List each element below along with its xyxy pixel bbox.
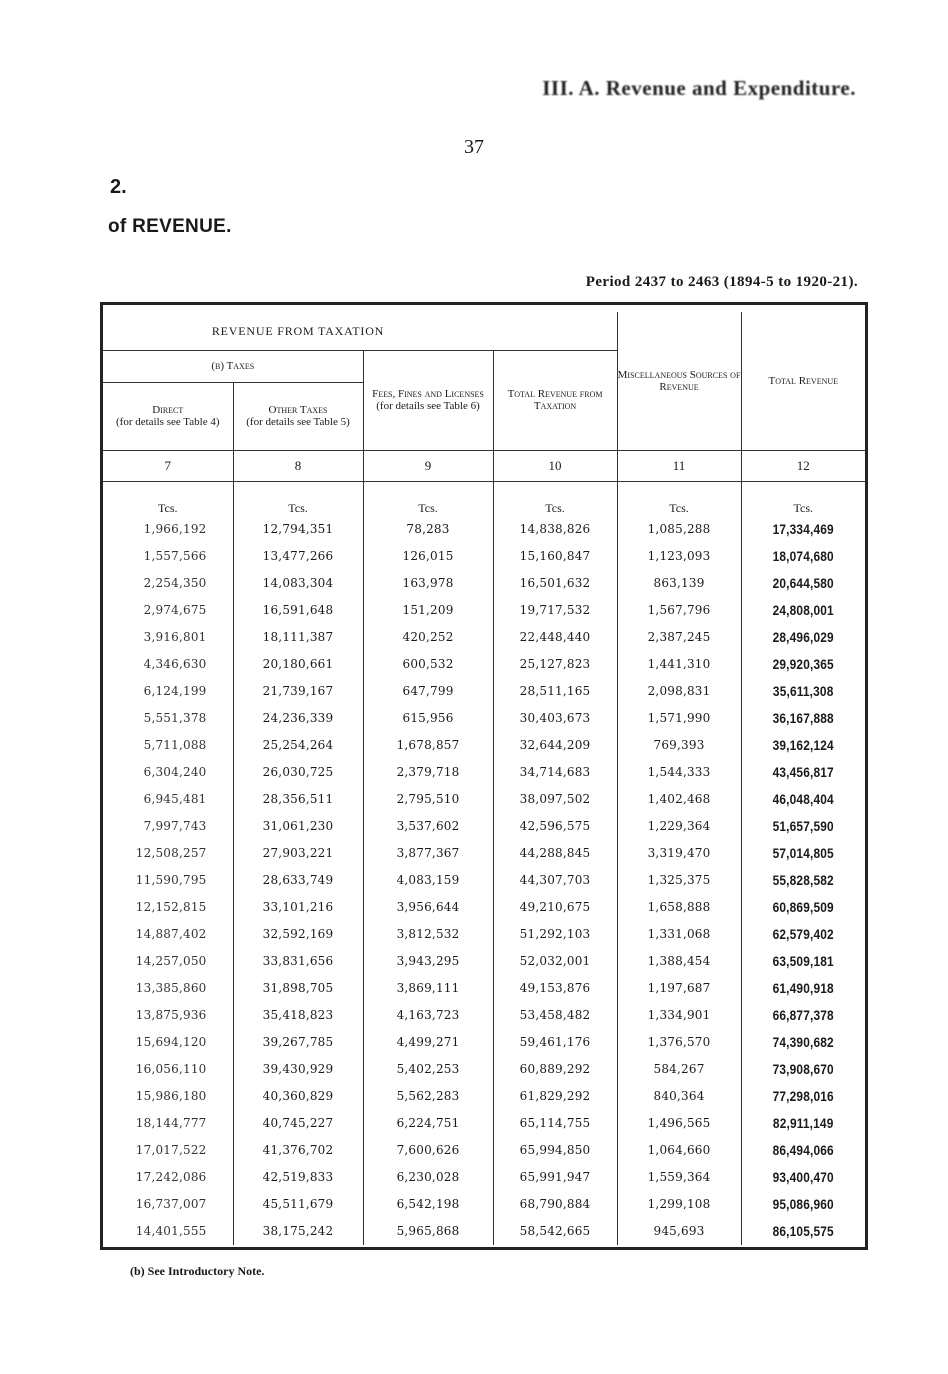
table-row: [103, 597, 865, 624]
table-cell: 39,162,124: [772, 737, 834, 753]
table-cell: 55,828,582: [772, 872, 834, 888]
table-cell: 30,403,673: [493, 705, 617, 732]
table-cell: 39,430,929: [233, 1056, 363, 1083]
table-cell: 3,956,644: [363, 894, 493, 921]
table-row: [103, 1056, 865, 1083]
table-cell: 68,790,884: [493, 1191, 617, 1218]
table-cell: 32,644,209: [493, 732, 617, 759]
table-cell: 1,299,108: [617, 1191, 741, 1218]
table-cell: 17,242,086: [103, 1164, 233, 1191]
table-cell: 78,283: [363, 516, 493, 543]
table-cell: 1,658,888: [617, 894, 741, 921]
table-cell: 36,167,888: [772, 710, 834, 726]
table-row: [103, 705, 865, 732]
table-cell: 151,209: [363, 597, 493, 624]
table-cell: 1,544,333: [617, 759, 741, 786]
table-cell: 49,210,675: [493, 894, 617, 921]
period-label: Period 2437 to 2463 (1894-5 to 1920-21).: [585, 274, 858, 290]
table-cell: 1,966,192: [103, 516, 233, 543]
table-cell: 41,376,702: [233, 1137, 363, 1164]
table-cell: 51,292,103: [493, 921, 617, 948]
table-cell: 25,254,264: [233, 732, 363, 759]
table-cell: 42,596,575: [493, 813, 617, 840]
table-cell: 35,418,823: [233, 1002, 363, 1029]
col-number: 9: [363, 450, 493, 481]
table-cell: 4,346,630: [103, 651, 233, 678]
table-cell: 17,334,469: [772, 521, 834, 537]
footnote: (b) See Introductory Note.: [130, 1264, 265, 1278]
table-cell: 51,657,590: [772, 818, 834, 834]
table-cell: 29,920,365: [772, 656, 834, 672]
table-cell: 60,889,292: [493, 1056, 617, 1083]
table-cell: 6,224,751: [363, 1110, 493, 1137]
table-cell: 6,304,240: [103, 759, 233, 786]
col7-header: [103, 382, 233, 450]
table-cell: 32,592,169: [233, 921, 363, 948]
table-row: [103, 867, 865, 894]
running-head: III. A. Revenue and Expenditure.: [542, 76, 856, 100]
table-cell: 6,945,481: [103, 786, 233, 813]
table-cell: 14,401,555: [103, 1218, 233, 1245]
col8-label: Other Taxes: [268, 404, 328, 416]
table-cell: 12,152,815: [103, 894, 233, 921]
table-cell: 600,532: [363, 651, 493, 678]
table-cell: 3,812,532: [363, 921, 493, 948]
table-cell: 18,144,777: [103, 1110, 233, 1137]
table-cell: 5,965,868: [363, 1218, 493, 1245]
table-row: [103, 1191, 865, 1218]
table-row: [103, 732, 865, 759]
table-cell: 52,032,001: [493, 948, 617, 975]
table-cell: 11,590,795: [103, 867, 233, 894]
table-cell: 6,230,028: [363, 1164, 493, 1191]
table-cell: 57,014,805: [772, 845, 834, 861]
table-cell: 1,559,364: [617, 1164, 741, 1191]
table-cell: 66,877,378: [772, 1007, 834, 1023]
table-cell: 6,542,198: [363, 1191, 493, 1218]
unit-label: Tcs.: [793, 500, 814, 515]
table-cell: 1,441,310: [617, 651, 741, 678]
table-cell: 14,887,402: [103, 921, 233, 948]
table-cell: 20,644,580: [772, 575, 834, 591]
table-cell: 3,877,367: [363, 840, 493, 867]
table-cell: 420,252: [363, 624, 493, 651]
col-number: 10: [493, 450, 617, 481]
table-cell: 5,562,283: [363, 1083, 493, 1110]
table-cell: 25,127,823: [493, 651, 617, 678]
col8-note: (for details see Table 5): [246, 416, 350, 428]
table-cell: 27,903,221: [233, 840, 363, 867]
table-row: [103, 1137, 865, 1164]
table-body: [103, 516, 865, 1245]
table-cell: 44,288,845: [493, 840, 617, 867]
unit-label: Tcs.: [103, 481, 233, 516]
table-cell: 19,717,532: [493, 597, 617, 624]
table-cell: 3,943,295: [363, 948, 493, 975]
table-cell: 12,508,257: [103, 840, 233, 867]
table-cell: 95,086,960: [772, 1196, 834, 1212]
table-row: [103, 921, 865, 948]
table-row: [103, 516, 865, 543]
table-cell: 24,808,001: [772, 602, 834, 618]
table-cell: 33,101,216: [233, 894, 363, 921]
table-row: [103, 651, 865, 678]
table-row: [103, 1029, 865, 1056]
table-cell: 35,611,308: [772, 683, 834, 699]
table-cell: 1,678,857: [363, 732, 493, 759]
table-cell: 65,991,947: [493, 1164, 617, 1191]
table-row: [103, 1218, 865, 1245]
table-cell: 82,911,149: [772, 1115, 834, 1131]
table-cell: 769,393: [617, 732, 741, 759]
table-cell: 945,693: [617, 1218, 741, 1245]
table-cell: 1,571,990: [617, 705, 741, 732]
table-cell: 126,015: [363, 543, 493, 570]
table-cell: 63,509,181: [772, 953, 834, 969]
table-cell: 77,298,016: [772, 1088, 834, 1104]
table-cell: 44,307,703: [493, 867, 617, 894]
table-cell: 58,542,665: [493, 1218, 617, 1245]
table-cell: 39,267,785: [233, 1029, 363, 1056]
revenue-table: [103, 312, 865, 1245]
table-cell: 40,745,227: [233, 1110, 363, 1137]
table-cell: 1,123,093: [617, 543, 741, 570]
table-cell: 13,875,936: [103, 1002, 233, 1029]
table-row: [103, 786, 865, 813]
table-cell: 6,124,199: [103, 678, 233, 705]
table-cell: 5,551,378: [103, 705, 233, 732]
table-cell: 4,163,723: [363, 1002, 493, 1029]
col7-label: Direct: [152, 404, 184, 416]
table-row: [103, 1002, 865, 1029]
table-cell: 18,111,387: [233, 624, 363, 651]
table-cell: 31,061,230: [233, 813, 363, 840]
table-cell: 12,794,351: [233, 516, 363, 543]
table-cell: 2,098,831: [617, 678, 741, 705]
table-cell: 22,448,440: [493, 624, 617, 651]
table-row: [103, 543, 865, 570]
table-cell: 840,364: [617, 1083, 741, 1110]
table-cell: 1,376,570: [617, 1029, 741, 1056]
unit-label: Tcs.: [233, 481, 363, 516]
table-cell: 3,869,111: [363, 975, 493, 1002]
table-cell: 16,737,007: [103, 1191, 233, 1218]
col7-note: (for details see Table 4): [116, 416, 220, 428]
table-row: [103, 759, 865, 786]
table-cell: 49,153,876: [493, 975, 617, 1002]
table-cell: 61,490,918: [772, 980, 834, 996]
col10-header: Total Revenue from Taxation: [507, 388, 603, 412]
table-cell: 46,048,404: [772, 791, 834, 807]
table-cell: 28,511,165: [493, 678, 617, 705]
table-row: [103, 570, 865, 597]
col11-header: Miscellaneous Sources of Revenue: [617, 312, 741, 450]
table-cell: 15,160,847: [493, 543, 617, 570]
table-cell: 5,711,088: [103, 732, 233, 759]
table-row: [103, 894, 865, 921]
table-cell: 1,331,068: [617, 921, 741, 948]
table-cell: 1,402,468: [617, 786, 741, 813]
table-cell: 38,175,242: [233, 1218, 363, 1245]
table-row: [103, 1164, 865, 1191]
table-cell: 28,356,511: [233, 786, 363, 813]
table-cell: 45,511,679: [233, 1191, 363, 1218]
table-cell: 3,537,602: [363, 813, 493, 840]
table-cell: 863,139: [617, 570, 741, 597]
table-cell: 615,956: [363, 705, 493, 732]
table-row: [103, 1083, 865, 1110]
table-row: [103, 948, 865, 975]
table-cell: 17,017,522: [103, 1137, 233, 1164]
table-cell: 16,591,648: [233, 597, 363, 624]
table-row: [103, 1110, 865, 1137]
table-cell: 647,799: [363, 678, 493, 705]
table-cell: 28,496,029: [772, 629, 834, 645]
table-cell: 2,387,245: [617, 624, 741, 651]
table-number: 2.: [110, 176, 127, 198]
table-cell: 18,074,680: [772, 548, 834, 564]
table-cell: 65,994,850: [493, 1137, 617, 1164]
table-cell: 62,579,402: [772, 926, 834, 942]
table-cell: 86,105,575: [772, 1223, 834, 1239]
table-cell: 1,325,375: [617, 867, 741, 894]
col-number: 8: [233, 450, 363, 481]
table-cell: 1,197,687: [617, 975, 741, 1002]
table-cell: 4,083,159: [363, 867, 493, 894]
section-title: of REVENUE.: [108, 216, 232, 237]
table-cell: 2,379,718: [363, 759, 493, 786]
table-cell: 38,097,502: [493, 786, 617, 813]
table-cell: 14,083,304: [233, 570, 363, 597]
table-cell: 4,499,271: [363, 1029, 493, 1056]
table-row: [103, 840, 865, 867]
col8-header: [233, 382, 363, 450]
table-cell: 60,869,509: [772, 899, 834, 915]
col-number: 7: [103, 450, 233, 481]
table-row: [103, 813, 865, 840]
col-number: 11: [617, 450, 741, 481]
table-cell: 74,390,682: [772, 1034, 834, 1050]
table-cell: 1,388,454: [617, 948, 741, 975]
table-cell: 53,458,482: [493, 1002, 617, 1029]
table-cell: 163,978: [363, 570, 493, 597]
table-cell: 86,494,066: [772, 1142, 834, 1158]
table-cell: 24,236,339: [233, 705, 363, 732]
table-row: [103, 624, 865, 651]
table-cell: 3,319,470: [617, 840, 741, 867]
table-cell: 584,267: [617, 1056, 741, 1083]
unit-label: Tcs.: [493, 481, 617, 516]
table-cell: 7,600,626: [363, 1137, 493, 1164]
table-cell: 1,567,796: [617, 597, 741, 624]
table-cell: 14,257,050: [103, 948, 233, 975]
table-row: [103, 678, 865, 705]
table-cell: 20,180,661: [233, 651, 363, 678]
table-cell: 43,456,817: [772, 764, 834, 780]
table-cell: 5,402,253: [363, 1056, 493, 1083]
table-cell: 13,477,266: [233, 543, 363, 570]
table-cell: 1,085,288: [617, 516, 741, 543]
table-cell: 16,056,110: [103, 1056, 233, 1083]
table-cell: 2,974,675: [103, 597, 233, 624]
table-cell: 93,400,470: [772, 1169, 834, 1185]
table-cell: 33,831,656: [233, 948, 363, 975]
table-cell: 21,739,167: [233, 678, 363, 705]
table-cell: 16,501,632: [493, 570, 617, 597]
table-cell: 31,898,705: [233, 975, 363, 1002]
table-cell: 1,496,565: [617, 1110, 741, 1137]
table-cell: 1,229,364: [617, 813, 741, 840]
table-cell: 28,633,749: [233, 867, 363, 894]
table-cell: 13,385,860: [103, 975, 233, 1002]
table-cell: 40,360,829: [233, 1083, 363, 1110]
unit-label: Tcs.: [617, 481, 741, 516]
group-header: REVENUE FROM TAXATION: [103, 312, 493, 350]
table-cell: 14,838,826: [493, 516, 617, 543]
table-cell: 42,519,833: [233, 1164, 363, 1191]
table-cell: 73,908,670: [772, 1061, 834, 1077]
table-cell: 26,030,725: [233, 759, 363, 786]
table-cell: 65,114,755: [493, 1110, 617, 1137]
col9-header: [363, 350, 493, 450]
page-number: 37: [464, 136, 484, 158]
table-cell: 1,557,566: [103, 543, 233, 570]
table-cell: 1,064,660: [617, 1137, 741, 1164]
table-cell: 3,916,801: [103, 624, 233, 651]
col12-header: Total Revenue: [768, 374, 839, 387]
col-number: 12: [796, 457, 810, 473]
subgroup-header: (b) Taxes: [103, 350, 363, 382]
table-cell: 61,829,292: [493, 1083, 617, 1110]
table-cell: 2,795,510: [363, 786, 493, 813]
table-cell: 15,694,120: [103, 1029, 233, 1056]
table-cell: 7,997,743: [103, 813, 233, 840]
table-row: [103, 975, 865, 1002]
unit-label: Tcs.: [363, 481, 493, 516]
table-cell: 34,714,683: [493, 759, 617, 786]
table-cell: 15,986,180: [103, 1083, 233, 1110]
table-cell: 2,254,350: [103, 570, 233, 597]
col9-note: (for details see Table 6): [376, 400, 480, 412]
col9-label: Fees, Fines and Licenses: [372, 388, 484, 400]
table-cell: 1,334,901: [617, 1002, 741, 1029]
table-cell: 59,461,176: [493, 1029, 617, 1056]
